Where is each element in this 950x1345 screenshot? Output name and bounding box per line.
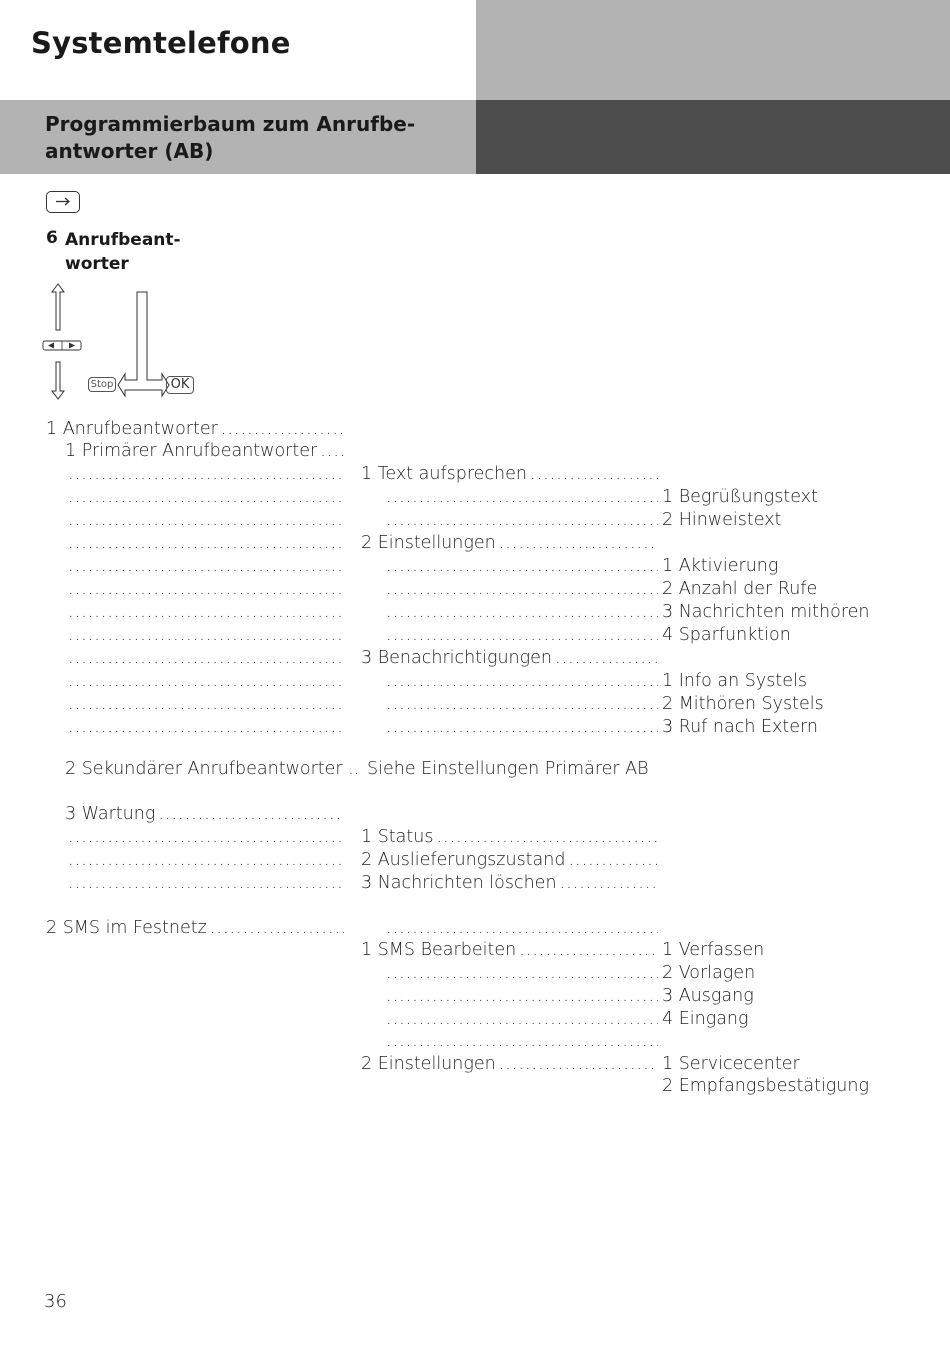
branch-arrow-icon [118,292,169,396]
section-title-line1: Programmierbaum zum Anrufbe- [45,112,416,136]
tree-leaf-info-systels: 1 Info an Systels [662,671,807,691]
tree-leaf-anzahl-rufe: 2 Anzahl der Rufe [662,579,818,599]
tree-leaf-eingang: 4 Eingang [662,1009,749,1029]
leader-line [383,601,658,623]
leader-line [65,601,344,623]
stop-key: Stop [88,377,116,392]
tree-item-sms-bearbeiten: 1 SMS Bearbeiten ..... [361,939,658,961]
leader-line [383,509,658,531]
tree-item-einstellungen: 2 Einstellungen ..... [361,532,658,554]
tree-leaf-hinweistext: 2 Hinweistext [662,510,782,530]
header-gray-block [476,0,950,100]
tree-item-anrufbeantworter: 1 Anrufbeantworter ..... [46,418,344,440]
menu-title [65,228,181,276]
tree-leaf-begruessungstext: 1 Begrüßungstext [662,487,818,507]
tree-item-sekundaer: 2 Sekundärer Anrufbeantworter .. [65,759,360,779]
tree-note-siehe: Siehe Einstellungen Primärer AB [367,759,649,779]
tree-item-sms-einstellungen: 2 Einstellungen ..... [361,1053,658,1075]
tree-item-sms: 2 SMS im Festnetz ..... [46,917,344,939]
leader-line [383,670,658,692]
tree-item-status: 1 Status ..... [361,826,658,848]
tree-item-benachrichtigungen: 3 Benachrichtigungen ..... [361,647,658,669]
tree-leaf-ruf-extern: 3 Ruf nach Extern [662,717,818,737]
leader-line [65,849,344,871]
tree-leaf-sparfunktion: 4 Sparfunktion [662,625,791,645]
leader-line [65,578,344,600]
tree-leaf-nachrichten-mithoeren: 3 Nachrichten mithören [662,602,870,622]
menu-number: 6 [46,228,58,248]
menu-title-line1: Anrufbeant- [65,230,181,250]
leader-line [65,509,344,531]
leader-line [65,872,344,894]
leader-line [65,647,344,669]
leader-line [383,578,658,600]
tree-leaf-aktivierung: 1 Aktivierung [662,556,779,576]
leader-line [65,716,344,738]
section-dark-block [476,100,950,174]
leader-line [65,463,344,485]
page-title: Systemtelefone [31,26,291,60]
leader-line [383,716,658,738]
tree-item-nachrichten-loeschen: 3 Nachrichten löschen ..... [361,872,658,894]
leader-line [65,555,344,577]
tree-leaf-servicecenter: 1 Servicecenter [662,1054,800,1074]
leader-line [65,532,344,554]
tree-leaf-empfangsbestaetigung: 2 Empfangsbestätigung [662,1076,869,1096]
leader-line [383,555,658,577]
tree-leaf-ausgang: 3 Ausgang [662,986,754,1006]
tree-leaf-mithoeren-systels: 2 Mithören Systels [662,694,824,714]
tree-item-primaer: 1 Primärer Anrufbeantworter ..... [65,440,344,462]
scroll-arrows-icon [43,284,81,399]
tree-item-wartung: 3 Wartung ..... [65,803,344,825]
leader-line [383,486,658,508]
menu-key-icon [46,191,80,213]
ok-key: OK [166,376,194,394]
leader-line [383,693,658,715]
leader-line [383,1008,658,1030]
leader-line [65,624,344,646]
leader-line [383,985,658,1007]
tree-item-text-aufsprechen: 1 Text aufsprechen ..... [361,463,658,485]
leader-line [383,1030,658,1052]
leader-line [65,486,344,508]
tree-leaf-vorlagen: 2 Vorlagen [662,963,756,983]
arrow-right-icon [47,192,78,211]
section-title [45,111,415,165]
leader-line [65,826,344,848]
leader-line [65,693,344,715]
tree-leaf-verfassen: 1 Verfassen [662,940,765,960]
leader-line [383,962,658,984]
menu-title-line2: worter [65,254,129,274]
section-title-line2: antworter (AB) [45,139,214,163]
leader-line [383,917,658,939]
page-number: 36 [44,1291,67,1312]
leader-line [383,624,658,646]
tree-item-auslieferungszustand: 2 Auslieferungszustand ..... [361,849,658,871]
leader-line [65,670,344,692]
